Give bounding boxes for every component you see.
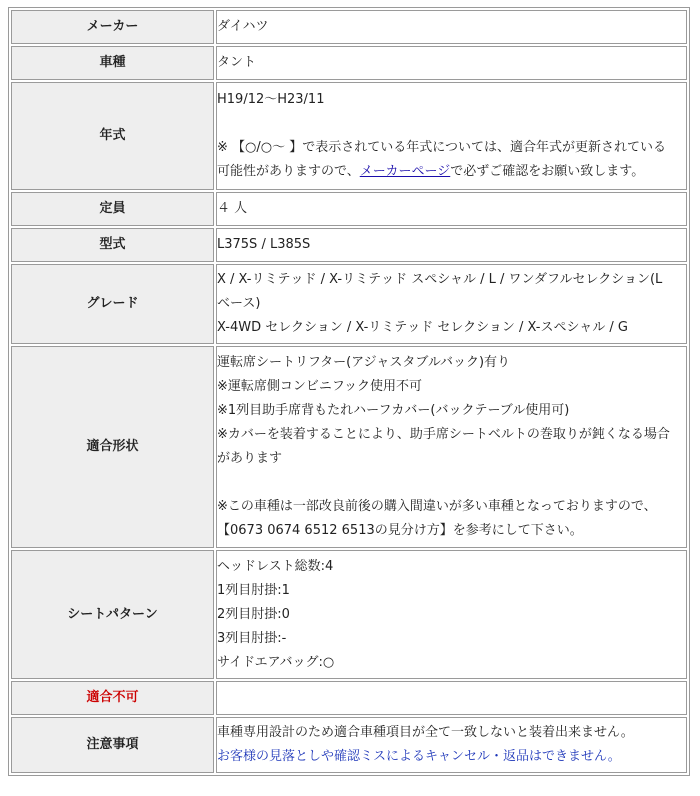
table-row-maker (11, 10, 687, 44)
caution-line-blue: お客様の見落としや確認ミスによるキャンセル・返品はできません。 (217, 749, 621, 764)
label-fit-shape: 適合形状 (11, 346, 214, 548)
table-row-capacity (11, 192, 687, 226)
table-row-model (11, 46, 687, 80)
grade-line: X / X-リミテッド / X-リミテッド スペシャル / L / ワンダフルセレクション(L (217, 272, 663, 287)
caution-line: 車種専用設計のため適合車種項目が全て一致しないと装着出来ません。 (217, 725, 634, 740)
label-grade: グレード (11, 264, 214, 344)
grade-line: ベース) (217, 296, 261, 311)
label-year: 年式 (11, 82, 214, 190)
value-not-compatible (216, 681, 687, 715)
label-not-compatible: 適合不可 (11, 681, 214, 715)
value-seat-pattern (216, 550, 687, 679)
label-model: 車種 (11, 46, 214, 80)
vehicle-spec-table (8, 7, 690, 776)
table-row-not-compatible (11, 681, 687, 715)
year-range: H19/12～H23/11 (217, 92, 325, 107)
fit-shape-line: ※運転席側コンビニフック使用不可 (217, 379, 422, 394)
fit-shape-line: があります (217, 451, 283, 466)
maker-page-link[interactable]: メーカーページ (359, 164, 451, 179)
fit-shape-line: ※カバーを装着することにより、助手席シートベルトの巻取りが鈍くなる場合 (217, 427, 670, 442)
table-row-seat-pattern (11, 550, 687, 679)
seat-pattern-line: サイドエアバッグ:○ (217, 654, 335, 670)
value-type: L375S / L385S (216, 228, 687, 262)
label-capacity: 定員 (11, 192, 214, 226)
fit-shape-line: 運転席シートリフター(アジャスタブルバック)有り (217, 355, 511, 370)
label-caution: 注意事項 (11, 717, 214, 773)
table-row-caution (11, 717, 687, 773)
seat-pattern-line: 2列目肘掛:0 (217, 606, 290, 622)
value-model: タント (216, 46, 687, 80)
table-row-type (11, 228, 687, 262)
label-seat-pattern: シートパターン (11, 550, 214, 679)
fit-shape-line: ※1列目助手席背もたれハーフカバー(バックテーブル使用可) (217, 403, 570, 418)
label-maker: メーカー (11, 10, 214, 44)
value-grade (216, 264, 687, 344)
year-note-text-b: で必ずご確認をお願い致します。 (450, 164, 645, 179)
value-maker: ダイハツ (216, 10, 687, 44)
year-note-line-1: ※ 【○/○～ 】で表示されている年式については、適合年式が更新されている (217, 140, 666, 155)
value-year (216, 82, 687, 190)
spacer (217, 112, 686, 136)
table-row-year (11, 82, 687, 190)
seat-pattern-line: 3列目肘掛:- (217, 630, 287, 646)
fit-shape-note: ※この車種は一部改良前後の購入間違いが多い車種となっておりますので、 (217, 499, 657, 514)
year-note-text-a: 可能性がありますので、 (217, 164, 360, 179)
value-caution (216, 717, 687, 773)
fit-shape-note: 【0673 0674 6512 6513の見分け方】を参考にして下さい。 (217, 523, 583, 538)
seat-pattern-line: ヘッドレスト総数:4 (217, 558, 334, 574)
value-capacity: ４ 人 (216, 192, 687, 226)
label-type: 型式 (11, 228, 214, 262)
spacer (217, 471, 686, 495)
grade-line: X-4WD セレクション / X-リミテッド セレクション / X-スペシャル / G (217, 320, 628, 335)
seat-pattern-line: 1列目肘掛:1 (217, 582, 290, 598)
year-note-line-2 (217, 160, 686, 184)
table-row-grade (11, 264, 687, 344)
table-row-fit-shape (11, 346, 687, 548)
value-fit-shape (216, 346, 687, 548)
